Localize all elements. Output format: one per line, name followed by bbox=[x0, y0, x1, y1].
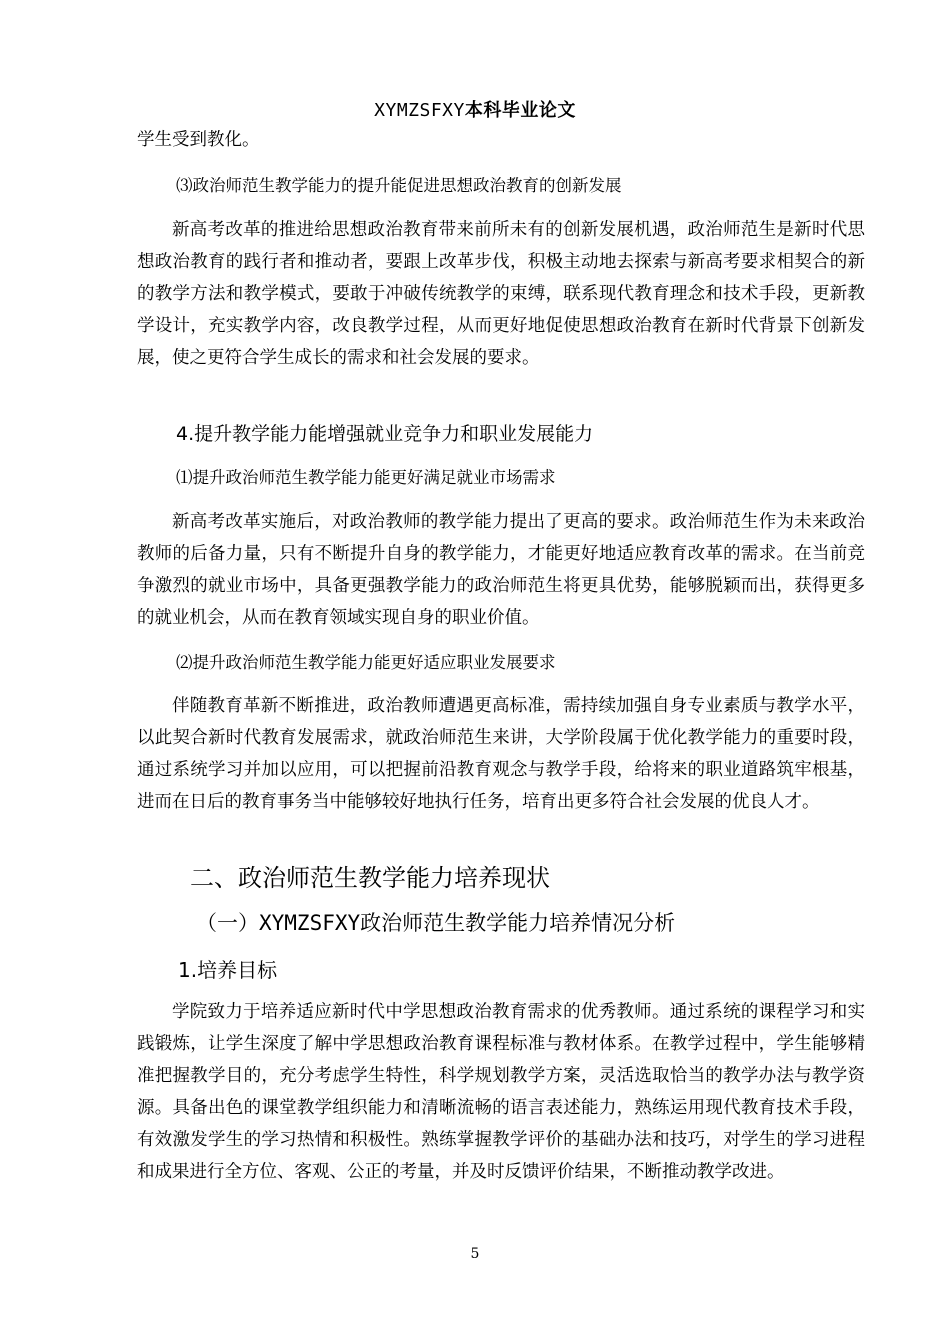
section-4-heading: 4.提升教学能力能增强就业竞争力和职业发展能力 bbox=[176, 423, 594, 445]
section-1-rest: 政治师范生教学能力培养情况分析 bbox=[360, 911, 676, 935]
paragraph-employment-market: 新高考改革实施后，对政治教师的教学能力提出了更高的要求。政治师范生作为未来政治教师的后备力量，只有不断提升自身的教学能力，才能更好地适应教育改革的需求。在当前竞争激烈的就业市场中，具备更强教学能力的政治师范生将更具优势，能够脱颖而出，获得更多的就业机会，从而在教育领域实现自身的职业价值。 bbox=[137, 512, 865, 628]
paragraph-continuation: 学生受到教化。 bbox=[137, 130, 260, 150]
header-title-latin: XYMZSFXY bbox=[374, 100, 465, 121]
chapter-2-heading: 二、政治师范生教学能力培养现状 bbox=[190, 864, 550, 892]
section-1-open: （一） bbox=[196, 911, 259, 935]
paragraph-career-development: 伴随教育革新不断推进，政治教师遭遇更高标准，需持续加强自身专业素质与教学水平，以此契合新时代教育发展需求，就政治师范生来讲，大学阶段属于优化教学能力的重要时段，通过系统学习并加以应用，可以把握前沿教育观念与教学手段，给将来的职业道路筑牢根基，进而在日后的教育事务当中能够较好地执行任务，培育出更多符合社会发展的优良人才。 bbox=[137, 696, 865, 812]
page-header bbox=[0, 96, 950, 122]
header-title-cjk: 本科毕业论文 bbox=[464, 100, 576, 121]
page-number: 5 bbox=[470, 1246, 480, 1262]
paragraph-innovation: 新高考改革的推进给思想政治教育带来前所未有的创新发展机遇，政治师范生是新时代思想政治教育的践行者和推动者，要跟上改革步伐，积极主动地去探索与新高考要求相契合的新的教学方法和教学模式，要敢于冲破传统教学的束缚，联系现代教育理念和技术手段，更新教学设计，充实教学内容，改良教学过程，从而更好地促使思想政治教育在新时代背景下创新发展，使之更符合学生成长的需求和社会发展的要求。 bbox=[137, 220, 865, 368]
paragraph-training-goal: 学院致力于培养适应新时代中学思想政治教育需求的优秀教师。通过系统的课程学习和实践锻炼，让学生深度了解中学思想政治教育课程标准与教材体系。在教学过程中，学生能够精准把握教学目的，充分考虑学生特性，科学规划教学方案，灵活选取恰当的教学办法与教学资源。具备出色的课堂教学组织能力和清晰流畅的语言表述能力，熟练运用现代教育技术手段，有效激发学生的学习热情和积极性。熟练掌握教学评价的基础办法和技巧，对学生的学习进程和成果进行全方位、客观、公正的考量，并及时反馈评价结果，不断推动教学改进。 bbox=[137, 1002, 865, 1182]
subsection-4-2-heading: ⑵提升政治师范生教学能力能更好适应职业发展要求 bbox=[176, 653, 556, 672]
subsection-3-heading: ⑶政治师范生教学能力的提升能促进思想政治教育的创新发展 bbox=[176, 176, 622, 195]
subsection-4-1-heading: ⑴提升政治师范生教学能力能更好满足就业市场需求 bbox=[176, 468, 556, 487]
section-1-heading bbox=[196, 908, 675, 938]
section-1-latin: XYMZSFXY bbox=[259, 911, 361, 935]
heading-training-goal: 1.培养目标 bbox=[178, 958, 278, 982]
